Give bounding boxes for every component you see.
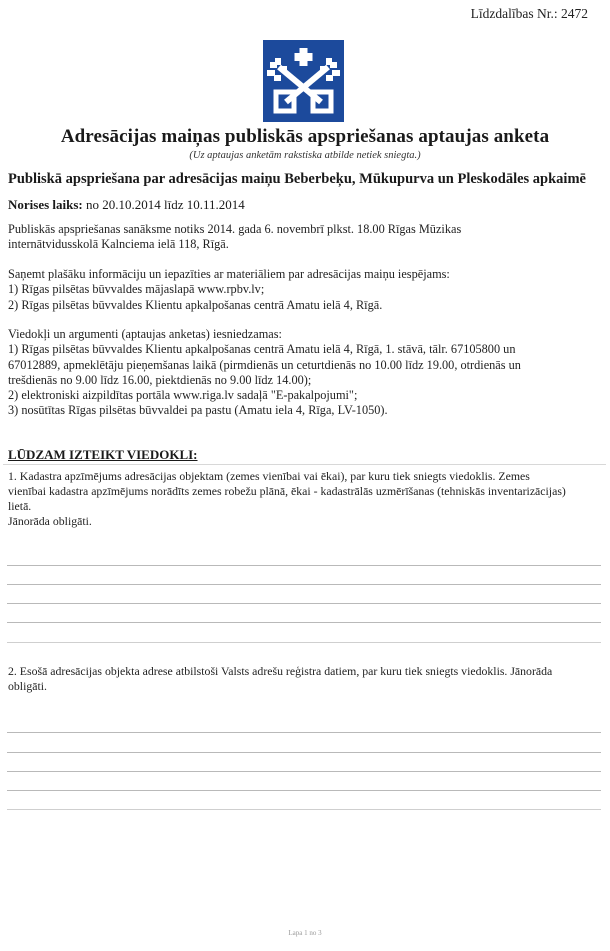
answer-line[interactable] xyxy=(7,771,601,772)
consultation-heading: Publiskā apspriešana par adresācijas maiņu Beberbeķu, Mūkupurva un Pleskodāles apkaimē xyxy=(8,171,586,187)
text-line: 67012889, apmeklētāju pieņemšanas laikā (pirmdienās un ceturtdienās no 10.00 līdz 19.00, otrdienās un xyxy=(8,357,521,372)
participant-number: Līdzdalības Nr.: 2472 xyxy=(470,6,588,21)
question-line: 2. Esošā adresācijas objekta adrese atbilstoši Valsts adrešu reģistra datiem, par kuru tiek sniegts viedoklis. Jānorāda xyxy=(8,664,553,678)
submission-paragraph xyxy=(8,327,604,419)
answer-line[interactable] xyxy=(7,584,601,585)
question-line: vienībai kadastra apzīmējums norādīts zemes robežu plānā, ēkai - kadastrālās uzmērīšanas (tehniskās inventarizācijas) xyxy=(8,484,566,498)
question-2 xyxy=(8,664,604,694)
answer-line[interactable] xyxy=(7,809,601,810)
answer-line[interactable] xyxy=(7,642,601,643)
text-line: 3) nosūtītas Rīgas pilsētas būvvaldei pa pastu (Amatu iela 4, Rīga, LV-1050). xyxy=(8,403,388,418)
dates-value: no 20.10.2014 līdz 10.11.2014 xyxy=(82,197,245,212)
answer-line[interactable] xyxy=(7,565,601,566)
text-line: Publiskās apspriešanas sanāksme notiks 2014. gada 6. novembrī plkst. 18.00 Rīgas Mūzikas xyxy=(8,222,462,236)
answer-line[interactable] xyxy=(7,603,601,604)
info-paragraph xyxy=(8,267,604,313)
question-line: lietā. xyxy=(8,499,32,513)
text-line: 2) Rīgas pilsētas būvvaldes Klientu apkalpošanas centrā Amatu ielā 4, Rīgā. xyxy=(8,297,383,312)
consultation-dates xyxy=(8,197,245,213)
crossed-keys-icon xyxy=(263,40,344,122)
answer-line[interactable] xyxy=(7,790,601,791)
text-line: 1) Rīgas pilsētas būvvaldes mājaslapā www.rpbv.lv; xyxy=(8,282,265,297)
text-line: internātvidusskolā Kalnciema ielā 118, Rīgā. xyxy=(8,237,229,252)
text-line: 2) elektroniski aizpildītas portāla www.riga.lv sadaļā "E-pakalpojumi"; xyxy=(8,388,358,403)
page-number: Lapa 1 no 3 xyxy=(288,929,322,937)
riga-emblem-logo xyxy=(263,40,344,122)
text-line: Saņemt plašāku informāciju un iepazīties ar materiāliem par adresācijas maiņu iespējams: xyxy=(8,267,450,281)
meeting-paragraph xyxy=(8,222,604,253)
text-line: Viedokļi un argumenti (aptaujas anketas) iesniedzamas: xyxy=(8,327,282,341)
question-line: Jānorāda obligāti. xyxy=(8,514,92,528)
question-1 xyxy=(8,469,604,529)
answer-line[interactable] xyxy=(7,732,601,733)
question-line: 1. Kadastra apzīmējums adresācijas objektam (zemes vienībai vai ēkai), par kuru tiek sniegts viedoklis. Zemes xyxy=(8,469,530,483)
dates-label: Norises laiks: xyxy=(8,197,83,212)
question-line: obligāti. xyxy=(8,679,47,693)
call-to-action-heading: LŪDZAM IZTEIKT VIEDOKLI: xyxy=(8,447,198,462)
answer-line[interactable] xyxy=(7,752,601,753)
section-divider xyxy=(3,464,606,465)
page-title: Adresācijas maiņas publiskās apspriešanas aptaujas anketa xyxy=(60,126,550,147)
text-line: trešdienās no 9.00 līdz 16.00, piektdienās no 9.00 līdz 14.00); xyxy=(8,372,312,387)
text-line: 1) Rīgas pilsētas būvvaldes Klientu apkalpošanas centrā Amatu ielā 4, Rīgā, 1. stāvā, tālr. 67105800 un xyxy=(8,342,516,357)
answer-line[interactable] xyxy=(7,622,601,623)
page-subtitle: (Uz aptaujas anketām rakstiska atbilde netiek sniegta.) xyxy=(189,150,421,161)
